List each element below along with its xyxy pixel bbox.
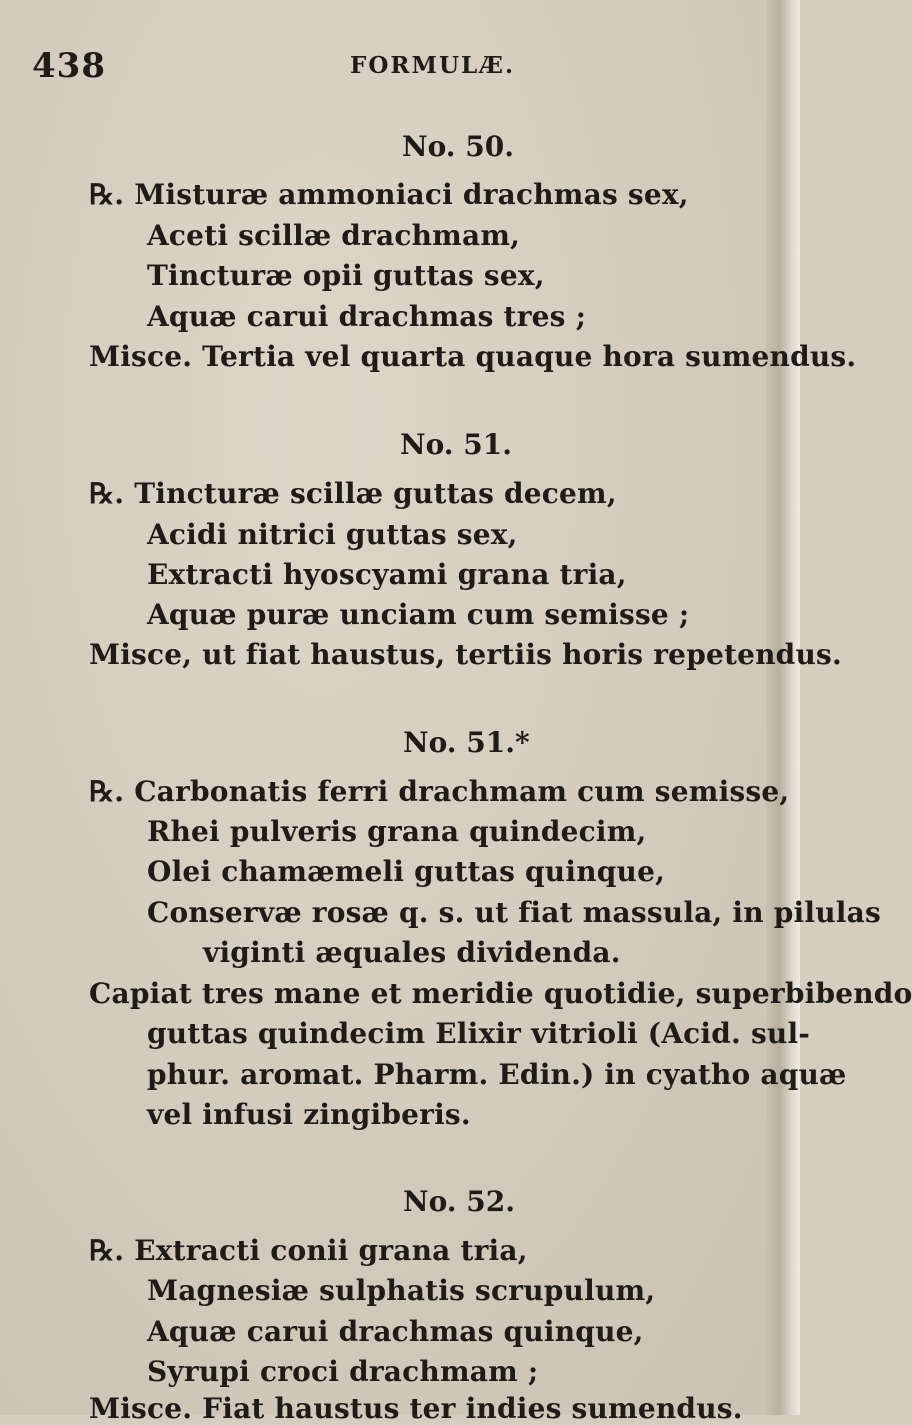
formula-line: Extracti hyoscyami grana tria,: [147, 558, 627, 591]
page-gutter-edge: [766, 0, 800, 1415]
formula-line: Olei chamæmeli guttas quinque,: [147, 855, 666, 888]
formula-line: vel infusi zingiberis.: [147, 1098, 471, 1131]
formula-line: ℞. Tincturæ scillæ guttas decem,: [89, 477, 617, 510]
formula-line: phur. aromat. Pharm. Edin.) in cyatho aquæ: [147, 1058, 847, 1091]
formula-line: Misce, ut fiat haustus, tertiis horis repetendus.: [89, 638, 842, 671]
running-title: FORMULÆ.: [350, 52, 515, 79]
formula-line: Misce. Tertia vel quarta quaque hora sumendus.: [89, 340, 857, 373]
formula-line: Aceti scillæ drachmam,: [147, 219, 521, 252]
formula-number: No. 50.: [402, 130, 514, 163]
formula-line: Magnesiæ sulphatis scrupulum,: [147, 1274, 656, 1307]
formula-line: Tincturæ opii guttas sex,: [147, 259, 545, 292]
formula-line: ℞. Extracti conii grana tria,: [89, 1234, 528, 1267]
formula-line: Aquæ carui drachmas tres ;: [147, 300, 587, 333]
formula-line: Acidi nitrici guttas sex,: [147, 518, 518, 551]
formula-line: Capiat tres mane et meridie quotidie, superbibendo: [89, 977, 912, 1010]
page-header: [32, 38, 752, 88]
formula-line: ℞. Carbonatis ferri drachmam cum semisse,: [89, 775, 790, 808]
formula-number: No. 51.: [400, 428, 512, 461]
formula-line: Aquæ carui drachmas quinque,: [147, 1315, 644, 1348]
page-number: 438: [32, 46, 106, 86]
formula-line: viginti æquales dividenda.: [203, 936, 621, 969]
formula-line: Conservæ rosæ q. s. ut fiat massula, in pilulas: [147, 896, 881, 929]
formula-line: Misce. Fiat haustus ter indies sumendus.: [89, 1392, 743, 1425]
formula-number: No. 51.*: [403, 726, 530, 759]
formula-line: Rhei pulveris grana quindecim,: [147, 815, 647, 848]
formula-line: Aquæ puræ unciam cum semisse ;: [147, 598, 690, 631]
formula-number: No. 52.: [403, 1185, 515, 1218]
formula-line: Syrupi croci drachmam ;: [147, 1355, 539, 1388]
formula-line: ℞. Misturæ ammoniaci drachmas sex,: [89, 178, 689, 211]
formula-line: guttas quindecim Elixir vitrioli (Acid. sul-: [147, 1017, 811, 1050]
